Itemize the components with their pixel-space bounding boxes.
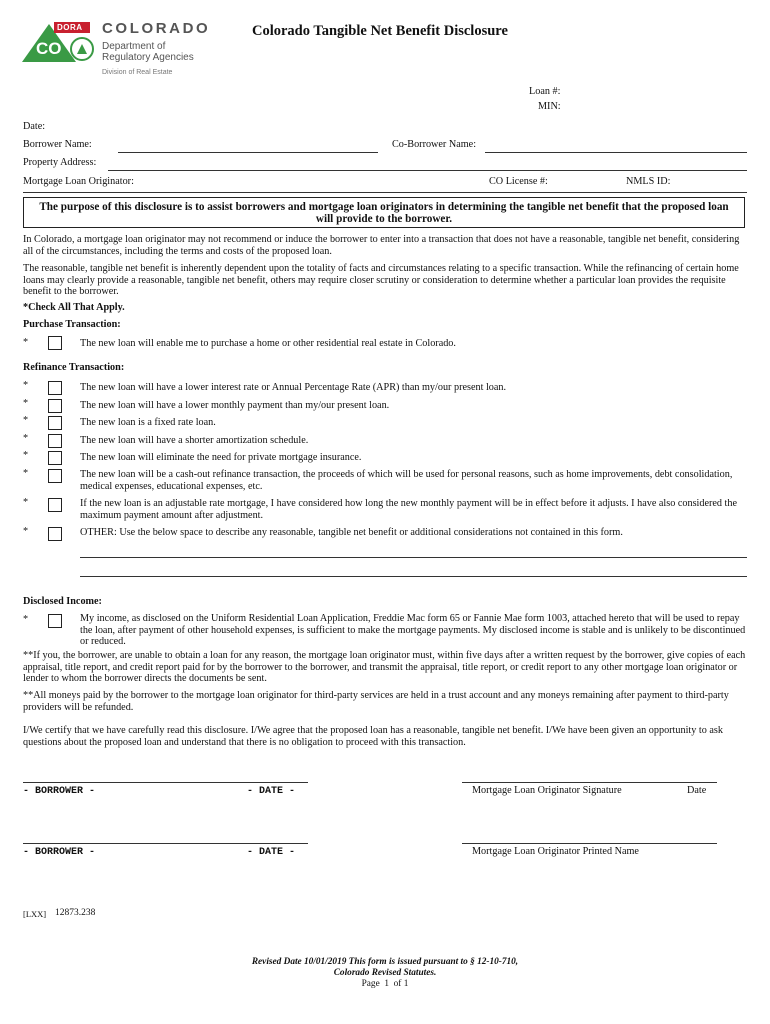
refi-item-shorter-amortization: The new loan will have a shorter amortization schedule. [80,435,309,446]
purchase-star: * [23,337,29,348]
refi-checkbox-other[interactable] [48,527,62,541]
refi-star: * [23,415,29,426]
page-title: Colorado Tangible Net Benefit Disclosure [252,23,508,39]
refi-star: * [23,380,29,391]
income-item-label: My income, as disclosed on the Uniform Residential Loan Application, Freddie Mac form 65 or Fannie Mae form 1003, attached hereto that will be used to repay the loan, after payment of other household expenses, is sufficient to make the mortgage payments. My disclosed income is stable and is unlikely to be discontinued or reduced. [80,613,746,648]
logo-wordmark: COLORADO [102,20,211,37]
nmls-id-label: NMLS ID: [626,176,671,187]
borrower-1-date-label: - DATE - [247,786,296,797]
refi-item-fixed-rate: The new loan is a fixed rate loan. [80,417,216,428]
refi-star: * [23,450,29,461]
refinance-heading: Refinance Transaction: [23,362,125,373]
property-address-label: Property Address: [23,157,97,168]
other-description-line-1[interactable] [80,557,747,558]
refi-checkbox-cash-out[interactable] [48,469,62,483]
other-description-line-2[interactable] [80,576,747,577]
refi-item-lower-payment: The new loan will have a lower monthly payment than my/our present loan. [80,400,390,411]
refi-item-lower-rate: The new loan will have a lower interest rate or Annual Percentage Rate (APR) than my/our present loan. [80,382,507,393]
property-address-field[interactable] [108,170,747,171]
refi-item-cash-out: The new loan will be a cash-out refinance transaction, the proceeds of which will be used for personal reasons, such as home improvements, debt consolidation, medical expenses, educational expenses, etc. [80,469,733,492]
footnote-appraisal: **If you, the borrower, are unable to obtain a loan for any reason, the mortgage loan originator must, within five days after a written request by the borrower, give copies of each appraisal, title report, and credit report paid for by the borrower to the borrower, and transmit the appraisal, title report, or credit report to any other mortgage loan originator or lender to whom the borrower directs the documents be sent. [23,650,746,685]
disclosed-income-heading: Disclosed Income: [23,596,102,607]
income-checkbox[interactable] [48,614,62,628]
intro-paragraph-2: The reasonable, tangible net benefit is inherently dependent upon the totality of facts and circumstances relating to a specific transaction. While the refinancing of certain home loans may clearly provide a reasonable, tangible net benefit, others may require closer scrutiny or consideration to determine whether a particular loan provides the requisite benefit to the borrower. [23,263,739,298]
borrower-1-label: - BORROWER - [23,786,96,797]
purpose-box [23,197,745,228]
refi-checkbox-eliminate-pmi[interactable] [48,451,62,465]
refi-star: * [23,526,29,537]
refi-item-adjustable-rate: If the new loan is an adjustable rate mortgage, I have considered how long the new monthly payment will be in effect before it adjusts. I have also considered the maximum payment amount after adjustment. [80,498,737,521]
mlo-signature-label: Mortgage Loan Originator Signature [472,785,622,796]
refi-checkbox-shorter-amortization[interactable] [48,434,62,448]
refi-star: * [23,468,29,479]
form-number: 12873.238 [55,908,96,918]
date-label: Date: [23,121,46,132]
refi-checkbox-lower-rate[interactable] [48,381,62,395]
footnote-trust-account: **All moneys paid by the borrower to the mortgage loan originator for third-party services are held in a trust account and any moneys remaining after payment to third-party providers will be refunded. [23,690,729,713]
logo-dept-line1: Department of [102,41,166,52]
min-label: MIN: [538,101,561,112]
mlo-date-label: Date [687,785,707,796]
refi-item-eliminate-pmi: The new loan will eliminate the need for private mortgage insurance. [80,452,362,463]
footer-page-number: Page 1 of 1 [361,979,409,989]
refi-star: * [23,398,29,409]
logo-dept-line2: Regulatory Agencies [102,52,194,63]
co-borrower-name-field[interactable] [485,152,747,153]
footer-revised-line: Revised Date 10/01/2019 This form is issued pursuant to § 12-10-710, [251,957,519,967]
refi-checkbox-fixed-rate[interactable] [48,416,62,430]
mlo-printed-name-label: Mortgage Loan Originator Printed Name [472,846,639,857]
logo-badge-top: DORA [57,23,83,32]
check-all-heading: *Check All That Apply. [23,302,125,313]
purchase-checkbox[interactable] [48,336,62,350]
refi-star: * [23,433,29,444]
co-license-label: CO License #: [489,176,548,187]
borrower-name-field[interactable] [118,152,378,153]
borrower-2-signature-line[interactable] [23,843,308,844]
logo-badge-main: CO [36,39,62,58]
purpose-text: The purpose of this disclosure is to assist borrowers and mortgage loan originators in determining the tangible net benefit that the proposed loan will provide to the borrower. [39,201,729,226]
loan-number-label: Loan #: [529,86,561,97]
co-borrower-name-label: Co-Borrower Name: [392,139,477,150]
form-code: [LXX] [23,909,47,919]
borrower-2-label: - BORROWER - [23,847,96,858]
mlo-signature-line[interactable] [462,782,717,783]
logo-division: Division of Real Estate [102,69,173,76]
income-star: * [23,614,29,625]
purchase-heading: Purchase Transaction: [23,319,121,330]
refi-checkbox-adjustable-rate[interactable] [48,498,62,512]
refi-item-other: OTHER: Use the below space to describe any reasonable, tangible net benefit or additional considerations not contained in this form. [80,527,623,538]
intro-paragraph-1: In Colorado, a mortgage loan originator may not recommend or induce the borrower to enter into a transaction that does not have a reasonable, tangible net benefit, considering all of the circumstances, including the terms and costs of the proposed loan. [23,234,740,257]
refi-checkbox-lower-payment[interactable] [48,399,62,413]
mlo-printed-name-line[interactable] [462,843,717,844]
mlo-label: Mortgage Loan Originator: [23,176,134,187]
borrower-name-label: Borrower Name: [23,139,92,150]
refi-star: * [23,497,29,508]
borrower-1-signature-line[interactable] [23,782,308,783]
certification-text: I/We certify that we have carefully read this disclosure. I/We agree that the proposed loan has a reasonable, tangible net benefit. I/We have been given an opportunity to ask questions about the proposed loan and understand that there is no obligation to proceed with this transaction. [23,725,723,748]
footer-statute-line: Colorado Revised Statutes. [333,968,437,978]
borrower-2-date-label: - DATE - [247,847,296,858]
dora-logo [22,18,212,80]
purchase-item-label: The new loan will enable me to purchase a home or other residential real estate in Colorado. [80,338,456,349]
mlo-field-line[interactable] [23,192,747,193]
